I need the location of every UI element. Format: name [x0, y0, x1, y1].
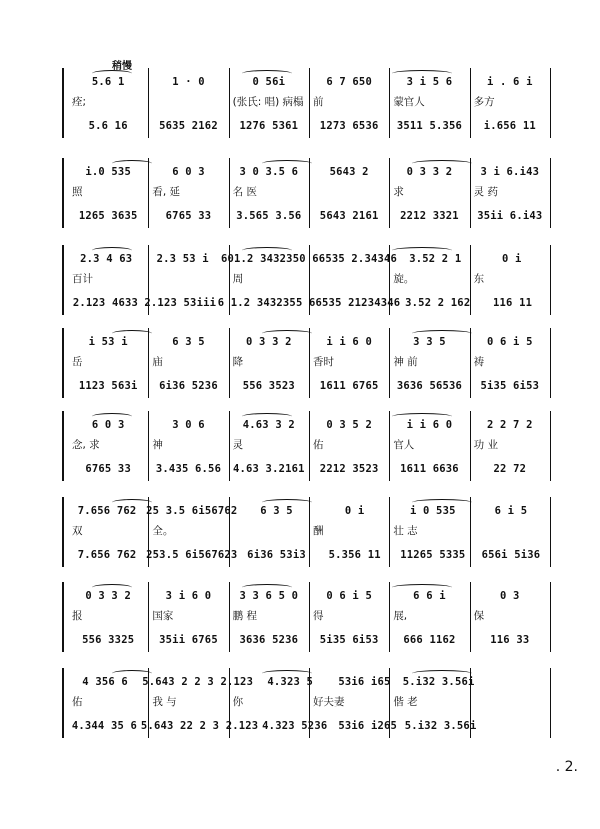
accompaniment-line — [68, 120, 550, 132]
vocal-line-measure: i.0 535 — [85, 166, 131, 178]
vocal-line-measure: 3 i 6 0 — [165, 590, 212, 602]
vocal-line-measure: i 0 535 — [409, 505, 456, 517]
accompaniment-line-measure: 1611 6636 — [400, 463, 459, 475]
lyric-line-measure: 名 医 — [232, 186, 257, 198]
lyric-line-measure: 祷 — [473, 356, 485, 368]
lyric-line-measure — [470, 694, 550, 709]
accompaniment-line-measure: 3.565 3.56 — [236, 210, 302, 222]
accompaniment-line-measure: 1276 5361 — [239, 120, 299, 132]
lyric-line — [68, 694, 550, 709]
system-4 — [62, 328, 554, 398]
accompaniment-line-measure: 7.656 762 — [77, 549, 137, 561]
accompaniment-line-measure: 5i35 6i53 — [319, 634, 379, 646]
accompaniment-line-measure: 666 1162 — [403, 634, 456, 646]
accompaniment-line-measure: 4.323 5236 — [262, 720, 328, 732]
system-bracket — [62, 411, 64, 481]
lyric-line — [68, 608, 550, 623]
vocal-line-measure: 0 i — [502, 253, 522, 265]
slur-mark — [262, 499, 312, 506]
vocal-line — [68, 505, 550, 517]
barline — [550, 328, 551, 398]
barline — [550, 582, 551, 652]
vocal-line-measure: 6 7 650 — [326, 76, 372, 88]
vocal-line-measure: i 53 i — [88, 336, 128, 348]
lyric-line-measure: 官人 — [393, 439, 415, 451]
accompaniment-line-measure: 6i36 5236 — [159, 380, 218, 392]
vocal-line-measure: 0 3 3 2 — [85, 590, 131, 602]
vocal-line-measure: 3 i 6.i43 — [480, 166, 540, 178]
system-bracket — [62, 497, 64, 567]
lyric-line-measure: 念, 求 — [72, 439, 100, 451]
barline — [550, 668, 551, 738]
lyric-line-measure: 岳 — [72, 356, 83, 368]
accompaniment-line-measure: 1611 6765 — [319, 380, 379, 392]
slur-mark — [412, 160, 472, 167]
lyric-line-measure: 你 — [232, 696, 244, 708]
vocal-line-measure: 5.i32 3.56i — [402, 676, 475, 688]
lyric-line-measure: 佑 — [72, 696, 83, 708]
accompaniment-line — [68, 380, 550, 392]
barline — [550, 497, 551, 567]
lyric-line-measure: 灵 药 — [473, 186, 498, 198]
slur-mark — [92, 584, 132, 591]
lyric-line — [68, 94, 550, 109]
accompaniment-line-measure: 556 3523 — [242, 380, 295, 392]
lyric-line-measure: 偕 老 — [393, 696, 418, 708]
vocal-line-measure: 3 0 3.5 6 — [239, 166, 299, 178]
vocal-line-measure: 3 0 6 — [172, 419, 205, 431]
slur-mark — [392, 413, 452, 420]
accompaniment-line-measure: 6 1.2 343235 — [217, 297, 296, 309]
accompaniment-line — [68, 549, 550, 561]
accompaniment-line-measure: 1265 3635 — [78, 210, 138, 222]
lyric-line-measure: 全。 — [152, 525, 174, 537]
lyric-line-measure: 求 — [393, 186, 404, 198]
vocal-line-measure: 6 3 5 — [172, 336, 205, 348]
vocal-line-measure: 2 2 7 2 — [486, 419, 533, 431]
vocal-line-measure: 0 6 i 5 — [326, 590, 372, 602]
lyric-line — [68, 437, 550, 452]
accompaniment-line-measure: 253.5 6i567623 — [146, 549, 238, 561]
accompaniment-line-measure: 2.123 4633 — [72, 297, 139, 309]
accompaniment-line-measure: 53i6 i265 — [338, 720, 398, 732]
barline — [550, 245, 551, 315]
system-7 — [62, 582, 554, 652]
accompaniment-line-measure: 556 3325 — [82, 634, 135, 646]
vocal-line-measure: 6 6 i — [413, 590, 446, 602]
system-bracket — [62, 245, 64, 315]
slur-mark — [392, 584, 452, 591]
lyric-line — [68, 354, 550, 369]
lyric-line-measure: 百计 — [72, 273, 93, 285]
lyric-line-measure: 周 — [232, 273, 244, 285]
lyric-line-measure: 降 — [232, 356, 244, 368]
slur-mark — [262, 160, 312, 167]
accompaniment-line-measure: 4.344 35 6 — [71, 720, 138, 732]
lyric-line-measure: 灵 — [232, 439, 244, 451]
slur-mark — [92, 247, 132, 254]
accompaniment-line-measure: 22 72 — [493, 463, 527, 475]
vocal-line-measure: i . 6 i — [486, 76, 533, 88]
vocal-line-measure: 53i6 i65 — [338, 676, 391, 688]
lyric-line-measure: 双 — [72, 525, 83, 537]
lyric-line-measure: 照 — [72, 186, 83, 198]
lyric-line-measure — [309, 184, 389, 199]
slur-mark — [242, 584, 292, 591]
lyric-line-measure: 鹏 程 — [232, 610, 257, 622]
lyric-line-measure: 佑 — [312, 439, 324, 451]
lyric-line-measure: 痊; — [72, 96, 87, 108]
vocal-line-measure: i i 6 0 — [326, 336, 372, 348]
accompaniment-line-measure: 3.52 2 162 — [405, 297, 471, 309]
vocal-line-measure: 3 3 5 — [413, 336, 446, 348]
slur-mark — [412, 670, 472, 677]
lyric-line-measure: 保 — [473, 610, 485, 622]
lyric-line-measure: 看, 延 — [152, 186, 181, 198]
accompaniment-line-measure: 2.123 53iii — [144, 297, 217, 309]
lyric-line-measure: 前 — [312, 96, 324, 108]
lyric-line-measure — [309, 271, 389, 286]
lyric-line-measure — [148, 94, 228, 109]
vocal-line-measure: 0 6 i 5 — [486, 336, 533, 348]
accompaniment-line-measure: 6765 33 — [165, 210, 212, 222]
accompaniment-line — [68, 210, 550, 222]
lyric-line-measure: 香时 — [312, 356, 334, 368]
lyric-line-measure: 旋。 — [393, 273, 415, 285]
vocal-line-measure — [476, 676, 550, 688]
slur-mark — [262, 670, 312, 677]
vocal-line — [68, 419, 550, 431]
lyric-line-measure: 得 — [312, 610, 324, 622]
accompaniment-line-measure: 3.435 6.56 — [155, 463, 222, 475]
vocal-line — [68, 76, 550, 88]
accompaniment-line-measure: 35ii 6765 — [159, 634, 218, 646]
vocal-line-measure: 0 3 — [500, 590, 520, 602]
lyric-line-measure: (张氏: 唱) 病榻 — [232, 96, 304, 108]
system-bracket — [62, 668, 64, 738]
vocal-line-measure: 4 356 6 — [82, 676, 128, 688]
accompaniment-line-measure: 656i 5i36 — [481, 549, 541, 561]
accompaniment-line-measure: 3636 56536 — [396, 380, 463, 392]
vocal-line — [68, 253, 550, 265]
vocal-line-measure: 0 3 5 2 — [326, 419, 372, 431]
accompaniment-line-measure: 3511 5.356 — [396, 120, 463, 132]
barline — [550, 158, 551, 228]
accompaniment-line-measure: 6i36 53i3 — [247, 549, 306, 561]
vocal-line-measure: 3.52 2 1 — [409, 253, 462, 265]
accompaniment-line — [68, 463, 550, 475]
lyric-line-measure — [229, 523, 309, 538]
vocal-line-measure: 4.63 3 2 — [242, 419, 295, 431]
lyric-line — [68, 271, 550, 286]
lyric-line-measure: 神 前 — [393, 356, 418, 368]
system-3 — [62, 245, 554, 315]
lyric-line-measure: 报 — [72, 610, 83, 622]
vocal-line-measure: 0 3 3 2 — [406, 166, 453, 178]
lyric-line — [68, 523, 550, 538]
lyric-line-measure: 神 — [152, 439, 163, 451]
system-bracket — [62, 158, 64, 228]
slur-mark — [392, 247, 452, 254]
vocal-line-measure: 0 3 3 2 — [245, 336, 292, 348]
accompaniment-line-measure: 5643 2161 — [319, 210, 379, 222]
vocal-line-measure: 2.3 4 63 — [80, 253, 133, 265]
system-bracket — [62, 68, 64, 138]
slur-mark — [112, 160, 152, 167]
vocal-line-measure: 5643 2 — [329, 166, 369, 178]
accompaniment-line-measure: 116 11 — [493, 297, 533, 309]
slur-mark — [412, 330, 472, 337]
vocal-line-measure: 1 · 0 — [172, 76, 205, 88]
vocal-line-measure: 6 0 3 — [91, 419, 125, 431]
system-bracket — [62, 582, 64, 652]
vocal-line-measure: 3 3 6 5 0 — [239, 590, 299, 602]
vocal-line-measure: 6 i 5 — [494, 505, 528, 517]
lyric-line-measure: 壮 志 — [393, 525, 418, 537]
lyric-line-measure: 展, — [393, 610, 408, 622]
lyric-line — [68, 184, 550, 199]
system-bracket — [62, 328, 64, 398]
slur-mark — [92, 413, 132, 420]
slur-mark — [412, 499, 472, 506]
vocal-line-measure: 0 56i — [252, 76, 286, 88]
vocal-line-measure: 601.2 343235 — [220, 253, 300, 265]
lyric-line-measure — [148, 271, 228, 286]
vocal-line-measure: 0 i — [344, 505, 365, 517]
vocal-line-measure: 6 3 5 — [260, 505, 293, 517]
slur-mark — [112, 499, 152, 506]
vocal-line-measure: 5.643 2 2 3 2.123 — [142, 676, 254, 688]
system-1 — [62, 68, 554, 138]
vocal-line-measure: 7.656 762 — [77, 505, 137, 517]
accompaniment-line-measure: 5 66535 21234346 — [295, 297, 401, 309]
barline — [550, 411, 551, 481]
vocal-line — [68, 590, 550, 602]
vocal-line — [68, 676, 550, 688]
slur-mark — [242, 247, 292, 254]
slur-mark — [112, 670, 152, 677]
accompaniment-line-measure: 6765 33 — [85, 463, 131, 475]
accompaniment-line-measure: 5635 2162 — [159, 120, 218, 132]
accompaniment-line — [68, 297, 550, 309]
vocal-line-measure: i i 6 0 — [406, 419, 453, 431]
lyric-line-measure — [470, 523, 550, 538]
accompaniment-line-measure: 116 33 — [490, 634, 530, 646]
accompaniment-line-measure — [477, 720, 550, 732]
accompaniment-line-measure: 3636 5236 — [239, 634, 299, 646]
vocal-line-measure: 6 0 3 — [172, 166, 205, 178]
accompaniment-line-measure: 5.6 16 — [88, 120, 128, 132]
vocal-line-measure: 25 3.5 6i56762 — [146, 505, 238, 517]
slur-mark — [242, 70, 292, 77]
accompaniment-line-measure: 1273 6536 — [319, 120, 379, 132]
slur-mark — [242, 413, 292, 420]
accompaniment-line-measure: 2212 3523 — [319, 463, 379, 475]
accompaniment-line-measure: 35ii 6.i43 — [477, 210, 543, 222]
vocal-line-measure: 3 i 5 6 — [406, 76, 453, 88]
lyric-line-measure: 酬 — [312, 525, 324, 537]
page-number: . 2. — [555, 759, 578, 775]
accompaniment-line-measure: 4.63 3.2161 — [232, 463, 305, 475]
system-8 — [62, 668, 554, 738]
slur-mark — [262, 330, 312, 337]
accompaniment-line — [68, 720, 550, 732]
accompaniment-line-measure: 5.356 11 — [328, 549, 381, 561]
vocal-line-measure: 5.6 1 — [91, 76, 125, 88]
lyric-line-measure: 国家 — [152, 610, 174, 622]
vocal-line-measure: 0 66535 2.34346 — [299, 253, 398, 265]
slur-mark — [92, 70, 132, 77]
lyric-line-measure: 东 — [473, 273, 485, 285]
lyric-line-measure: 功 业 — [473, 439, 498, 451]
accompaniment-line — [68, 634, 550, 646]
accompaniment-line-measure: 5.643 22 2 3 2.123 — [140, 720, 259, 732]
slur-mark — [392, 70, 452, 77]
accompaniment-line-measure: 5i35 6i53 — [480, 380, 540, 392]
accompaniment-line-measure: 11265 5335 — [400, 549, 466, 561]
accompaniment-line-measure: 5.i32 3.56i — [404, 720, 477, 732]
lyric-line-measure: 蒙官人 — [393, 96, 425, 108]
lyric-line-measure: 庙 — [152, 356, 163, 368]
tempo-marking: 稍慢 — [112, 61, 132, 72]
system-2 — [62, 158, 554, 228]
barline — [550, 68, 551, 138]
system-5 — [62, 411, 554, 481]
vocal-line — [68, 336, 550, 348]
accompaniment-line-measure: i.656 11 — [483, 120, 536, 132]
slur-mark — [112, 330, 152, 337]
vocal-line-measure: 4.323 5 — [267, 676, 314, 688]
system-6 — [62, 497, 554, 567]
lyric-line-measure: 多方 — [473, 96, 495, 108]
accompaniment-line-measure: 1123 563i — [78, 380, 138, 392]
accompaniment-line-measure: 2212 3321 — [400, 210, 459, 222]
vocal-line — [68, 166, 550, 178]
lyric-line-measure: 我 与 — [152, 696, 177, 708]
lyric-line-measure: 好夫妻 — [312, 696, 345, 708]
vocal-line-measure: 2.3 53 i — [156, 253, 209, 265]
